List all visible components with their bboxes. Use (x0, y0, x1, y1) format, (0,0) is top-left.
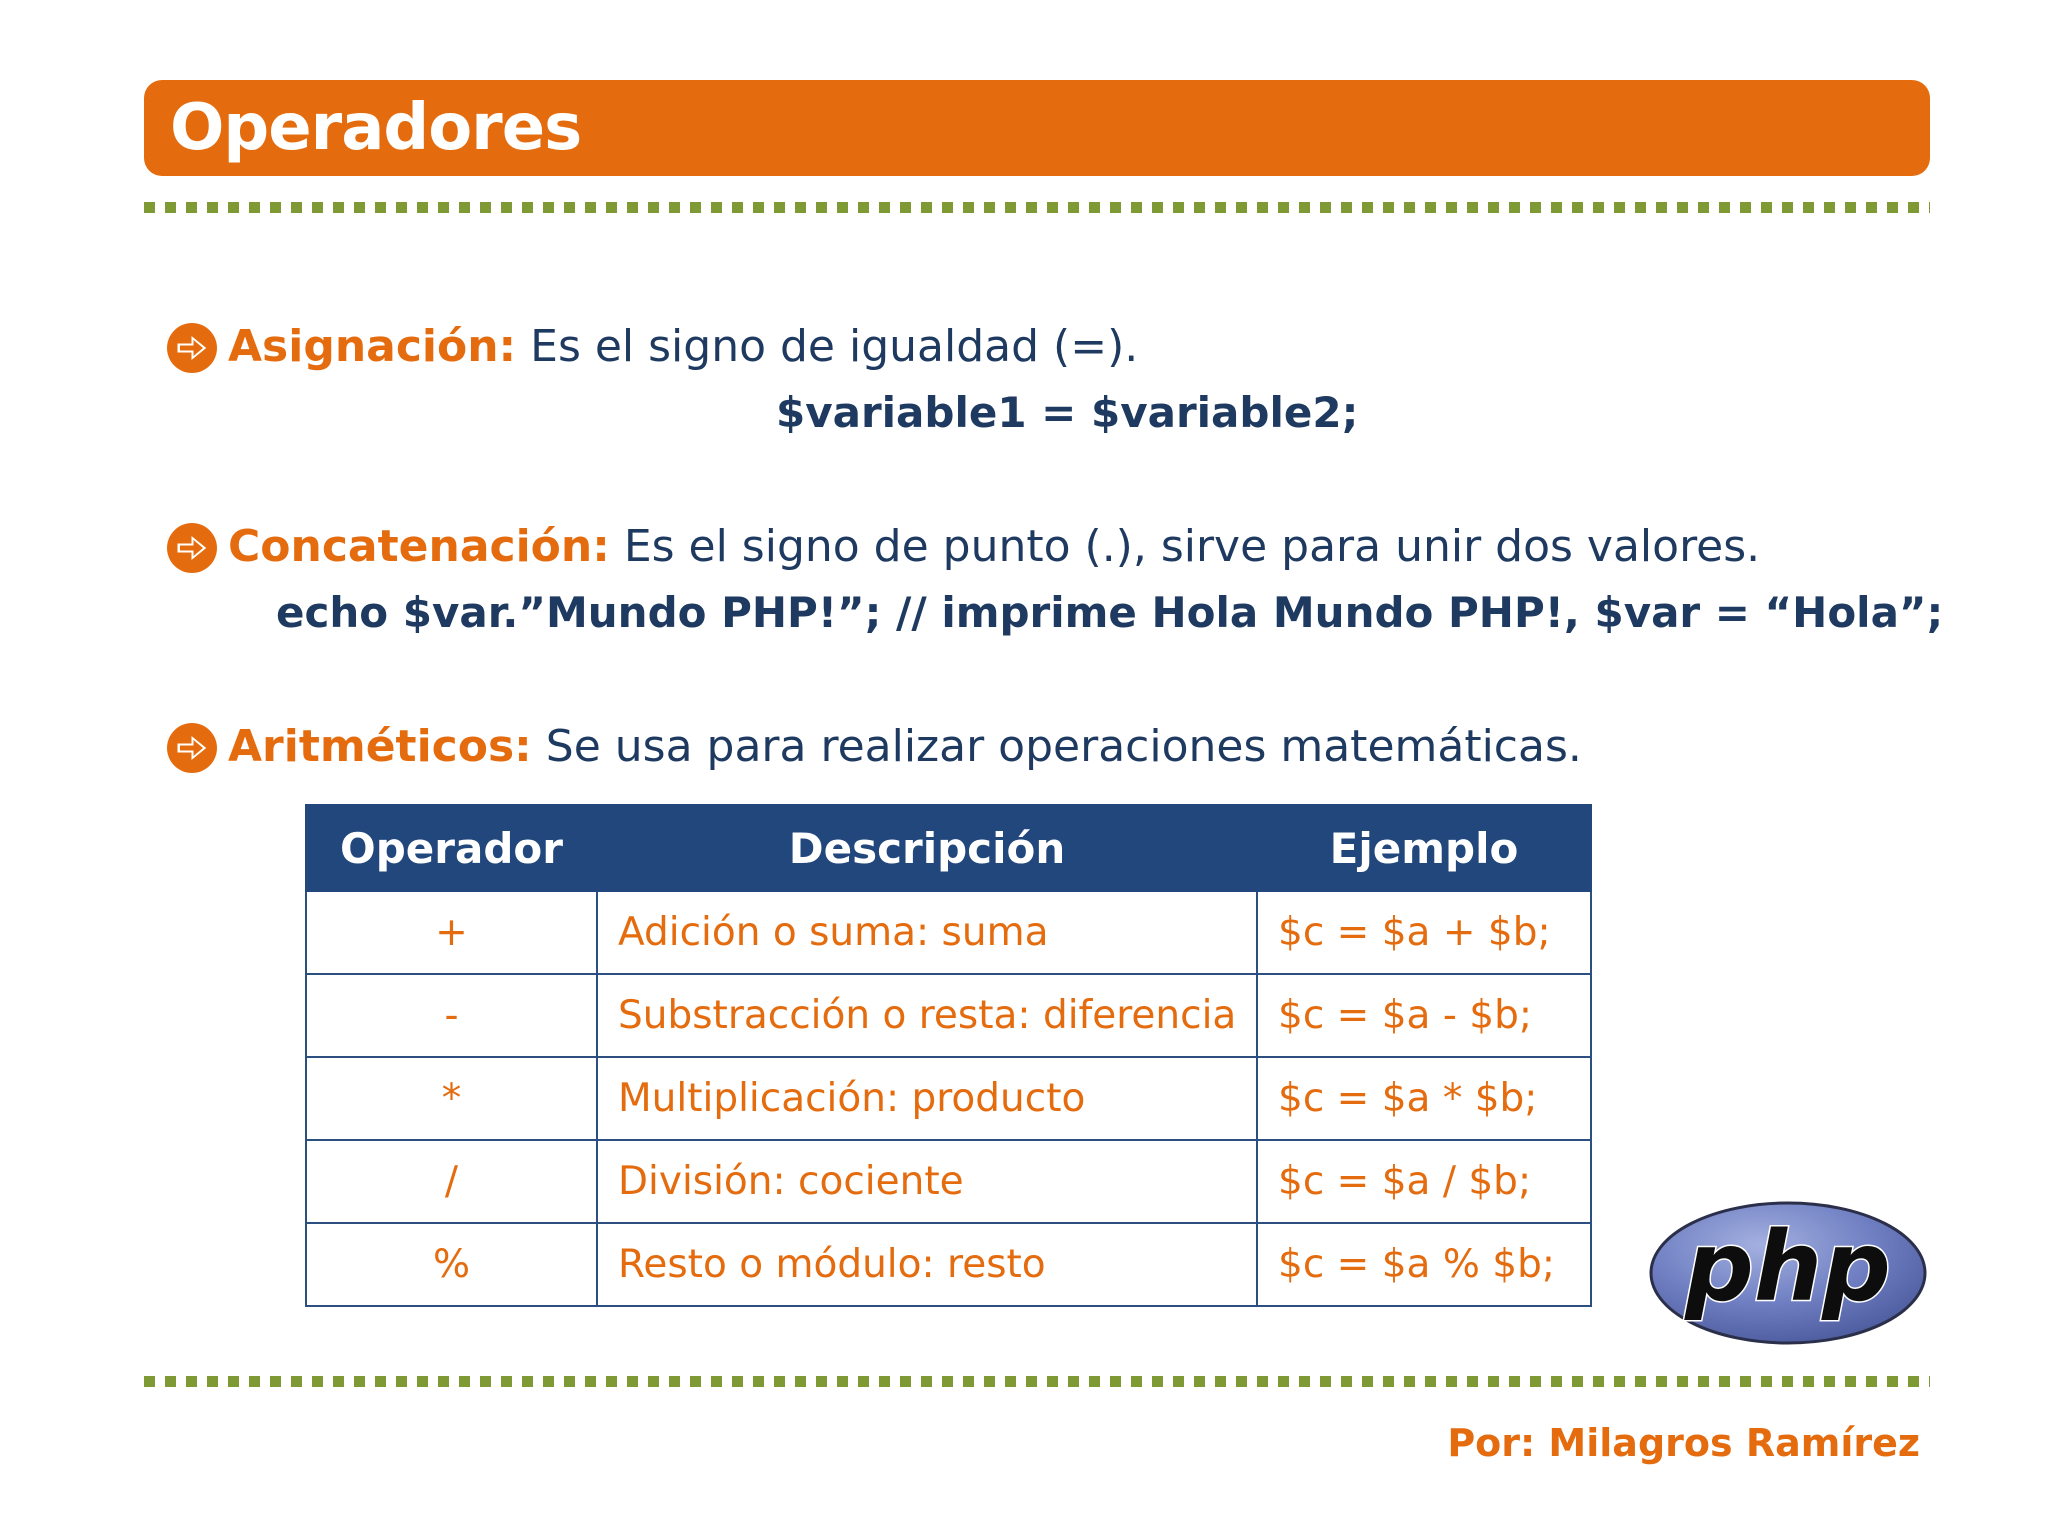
cell-example: $c = $a - $b; (1257, 974, 1591, 1057)
cell-operator: + (306, 891, 597, 974)
bullet-description: Es el signo de punto (.), sirve para unir dos valores. (609, 521, 1761, 572)
bullet-text (228, 318, 1138, 376)
cell-description: Adición o suma: suma (597, 891, 1257, 974)
php-logo (1648, 1200, 1928, 1346)
cell-example: $c = $a % $b; (1257, 1223, 1591, 1306)
dotted-divider-bottom (144, 1376, 1930, 1387)
cell-operator: * (306, 1057, 597, 1140)
operators-table (305, 804, 1592, 1307)
arrow-right-circle-icon (166, 322, 218, 374)
table-row (306, 1223, 1591, 1306)
cell-operator: - (306, 974, 597, 1057)
author-credit: Por: Milagros Ramírez (1447, 1421, 1920, 1465)
header-operador: Operador (306, 805, 597, 891)
title-bar (144, 80, 1930, 176)
cell-example: $c = $a / $b; (1257, 1140, 1591, 1223)
bullet-text (228, 718, 1582, 776)
table-row (306, 974, 1591, 1057)
bullet-term: Concatenación: (228, 521, 610, 572)
arrow-right-circle-icon (166, 522, 218, 574)
arrow-right-circle-icon (166, 722, 218, 774)
header-ejemplo: Ejemplo (1257, 805, 1591, 891)
header-descripcion: Descripción (597, 805, 1257, 891)
bullet-description: Se usa para realizar operaciones matemáticas. (531, 721, 1582, 772)
cell-example: $c = $a + $b; (1257, 891, 1591, 974)
cell-example: $c = $a * $b; (1257, 1057, 1591, 1140)
cell-description: Resto o módulo: resto (597, 1223, 1257, 1306)
bullet-description: Es el signo de igualdad (=). (516, 321, 1139, 372)
slide-title: Operadores (170, 91, 582, 165)
code-asignacion: $variable1 = $variable2; (776, 388, 1359, 437)
cell-operator: % (306, 1223, 597, 1306)
table-header-row (306, 805, 1591, 891)
bullet-term: Aritméticos: (228, 721, 532, 772)
bullet-term: Asignación: (228, 321, 517, 372)
cell-description: Multiplicación: producto (597, 1057, 1257, 1140)
table-row (306, 1057, 1591, 1140)
table-row (306, 1140, 1591, 1223)
php-logo-text: php (1685, 1211, 1891, 1323)
cell-description: División: cociente (597, 1140, 1257, 1223)
cell-operator: / (306, 1140, 597, 1223)
bullet-text (228, 518, 1760, 576)
cell-description: Substracción o resta: diferencia (597, 974, 1257, 1057)
code-concatenacion: echo $var.”Mundo PHP!”; // imprime Hola Mundo PHP!, $var = “Hola”; (276, 588, 1944, 637)
dotted-divider-top (144, 202, 1930, 213)
table-row (306, 891, 1591, 974)
